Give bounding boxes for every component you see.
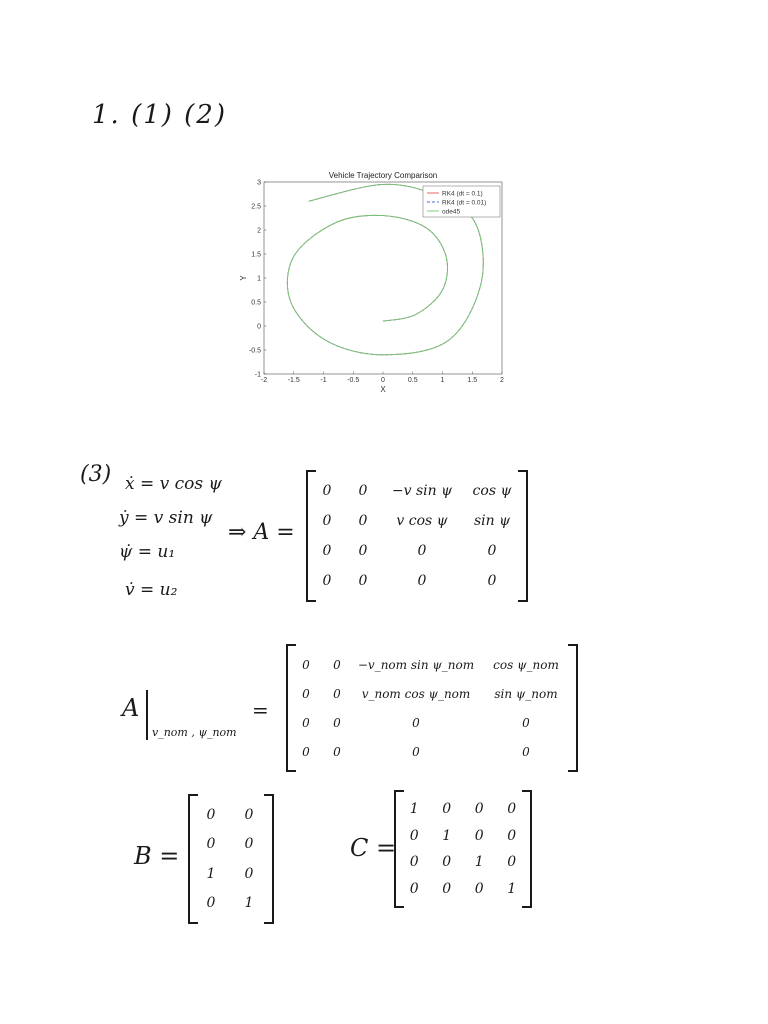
y-tick-label: 2.5	[251, 203, 261, 211]
matrix-b-cell-2-0: 1	[206, 865, 216, 882]
matrix-c-cell-0-1: 0	[442, 801, 452, 818]
trajectory-chart-svg	[238, 168, 510, 396]
matrix-a-cell-0-0: 0	[322, 483, 332, 499]
x-tick-label: -2	[260, 377, 268, 384]
y-tick-label: -1	[254, 371, 261, 379]
x-tick-label: 1.5	[467, 377, 478, 384]
matrix-c-cell-2-0: 0	[409, 854, 419, 871]
matrix-a-eval-cell-2-0: 0	[302, 715, 310, 730]
matrix-c-cell-2-1: 0	[442, 854, 452, 871]
legend-label-1: RK4 (dt = 0.01)	[442, 199, 487, 207]
b-label: B =	[134, 842, 180, 870]
equation-v-dot: v̇ = u₂	[125, 580, 178, 600]
matrix-c-cell-3-2: 0	[474, 880, 484, 897]
y-tick-label: 2	[257, 227, 261, 235]
c-label: C =	[350, 834, 397, 862]
matrix-c-cell-0-3: 0	[507, 801, 517, 818]
matrix-a-cell-1-0: 0	[322, 513, 332, 529]
matrix-a-cell-1-1: 0	[358, 513, 368, 529]
matrix-a-eval-cell-2-2: 0	[412, 715, 420, 730]
matrix-a-eval-cell-2-1: 0	[333, 715, 341, 730]
y-tick-label: -0.5	[248, 347, 261, 355]
matrix-c-cell-3-1: 0	[442, 880, 452, 897]
matrix-b-cell-0-0: 0	[206, 806, 216, 823]
matrix-c-cell-3-3: 1	[507, 880, 517, 897]
matrix-a-eval-cell-3-3: 0	[522, 744, 530, 759]
trajectory-chart	[238, 168, 510, 396]
evaluation-bar	[146, 690, 148, 740]
matrix-a-eval-cell-0-0: 0	[302, 657, 310, 672]
a-eval-subscript: v_nom , ψ_nom	[152, 726, 237, 739]
matrix-a-cell-0-1: 0	[358, 483, 368, 499]
matrix-a-cell-2-2: 0	[417, 543, 427, 559]
matrix-a-eval-cell-3-2: 0	[412, 744, 420, 759]
matrix-b-cell-0-1: 0	[244, 806, 254, 823]
x-axis-label: X	[380, 385, 386, 394]
x-tick-label: 2	[500, 377, 504, 384]
matrix-a-cell-2-1: 0	[358, 543, 368, 559]
x-tick-label: -0.5	[347, 377, 360, 384]
x-tick-label: 0	[381, 377, 385, 384]
matrix-a-eval-cell-0-2: −v_nom sin ψ_nom	[357, 657, 475, 672]
matrix-a-evaluated	[290, 650, 574, 766]
matrix-a-cell-3-1: 0	[358, 573, 368, 589]
a-eval-label: A	[122, 694, 140, 722]
question-label: 1. (1) (2)	[92, 100, 227, 130]
x-tick-label: -1.5	[287, 377, 300, 384]
matrix-a-cell-2-3: 0	[487, 543, 497, 559]
matrix-c	[398, 796, 528, 902]
matrix-a-cell-3-2: 0	[417, 573, 427, 589]
matrix-a-eval-cell-1-0: 0	[302, 686, 310, 701]
y-tick-label: 3	[257, 179, 261, 187]
matrix-a-cell-3-0: 0	[322, 573, 332, 589]
y-tick-label: 0	[257, 323, 261, 331]
matrix-c-cell-1-2: 0	[474, 827, 484, 844]
matrix-c-cell-0-0: 1	[409, 801, 419, 818]
matrix-a-cell-0-3: cos ψ	[472, 483, 512, 499]
chart-title: Vehicle Trajectory Comparison	[328, 171, 438, 180]
x-tick-label: 1	[440, 377, 445, 384]
equation-x-dot: ẋ = v cos ψ	[125, 474, 222, 494]
matrix-b	[192, 800, 270, 918]
y-tick-label: 1.5	[251, 251, 261, 259]
matrix-b-cell-1-1: 0	[244, 836, 254, 853]
matrix-c-cell-0-2: 0	[474, 801, 484, 818]
matrix-a-cell-1-3: sin ψ	[473, 513, 511, 529]
matrix-c-cell-1-1: 1	[442, 827, 452, 844]
matrix-a-eval-cell-3-0: 0	[302, 744, 310, 759]
matrix-c-cell-2-2: 1	[474, 854, 484, 871]
matrix-a-cell-0-2: −v sin ψ	[391, 483, 453, 499]
matrix-b-cell-2-1: 0	[244, 865, 254, 882]
matrix-a-eval-cell-2-3: 0	[522, 715, 530, 730]
a-eval-equals: =	[252, 698, 269, 722]
legend-label-2: ode45	[442, 208, 461, 216]
matrix-a-eval-cell-1-2: v_nom cos ψ_nom	[361, 686, 471, 701]
matrix-a-eval-cell-0-3: cos ψ_nom	[493, 657, 559, 672]
matrix-a-eval-cell-1-1: 0	[333, 686, 341, 701]
matrix-b-cell-3-0: 0	[206, 895, 216, 912]
y-tick-label: 0.5	[251, 299, 261, 307]
equation-psi-dot: ψ̇ = u₁	[119, 542, 176, 562]
implies-a-label: ⇒ A =	[228, 520, 295, 545]
matrix-c-cell-3-0: 0	[409, 880, 419, 897]
equation-y-dot: ẏ = v sin ψ	[119, 508, 213, 528]
matrix-b-cell-3-1: 1	[244, 895, 254, 912]
matrix-a-cell-3-3: 0	[487, 573, 497, 589]
matrix-a-cell-1-2: v cos ψ	[396, 513, 448, 529]
x-tick-label: 0.5	[407, 377, 418, 384]
matrix-b-cell-1-0: 0	[206, 836, 216, 853]
matrix-a-cell-2-0: 0	[322, 543, 332, 559]
y-tick-label: 1	[257, 275, 261, 283]
matrix-a-eval-cell-1-3: sin ψ_nom	[494, 686, 558, 701]
matrix-a	[310, 476, 524, 596]
part3-label: (3)	[80, 462, 112, 487]
y-axis-label: Y	[239, 275, 248, 281]
matrix-a-eval-cell-0-1: 0	[333, 657, 341, 672]
matrix-c-cell-1-3: 0	[507, 827, 517, 844]
matrix-c-cell-1-0: 0	[409, 827, 419, 844]
matrix-c-cell-2-3: 0	[507, 854, 517, 871]
matrix-a-eval-cell-3-1: 0	[333, 744, 341, 759]
x-tick-label: -1	[320, 377, 327, 384]
legend-label-0: RK4 (dt = 0.1)	[442, 190, 483, 198]
